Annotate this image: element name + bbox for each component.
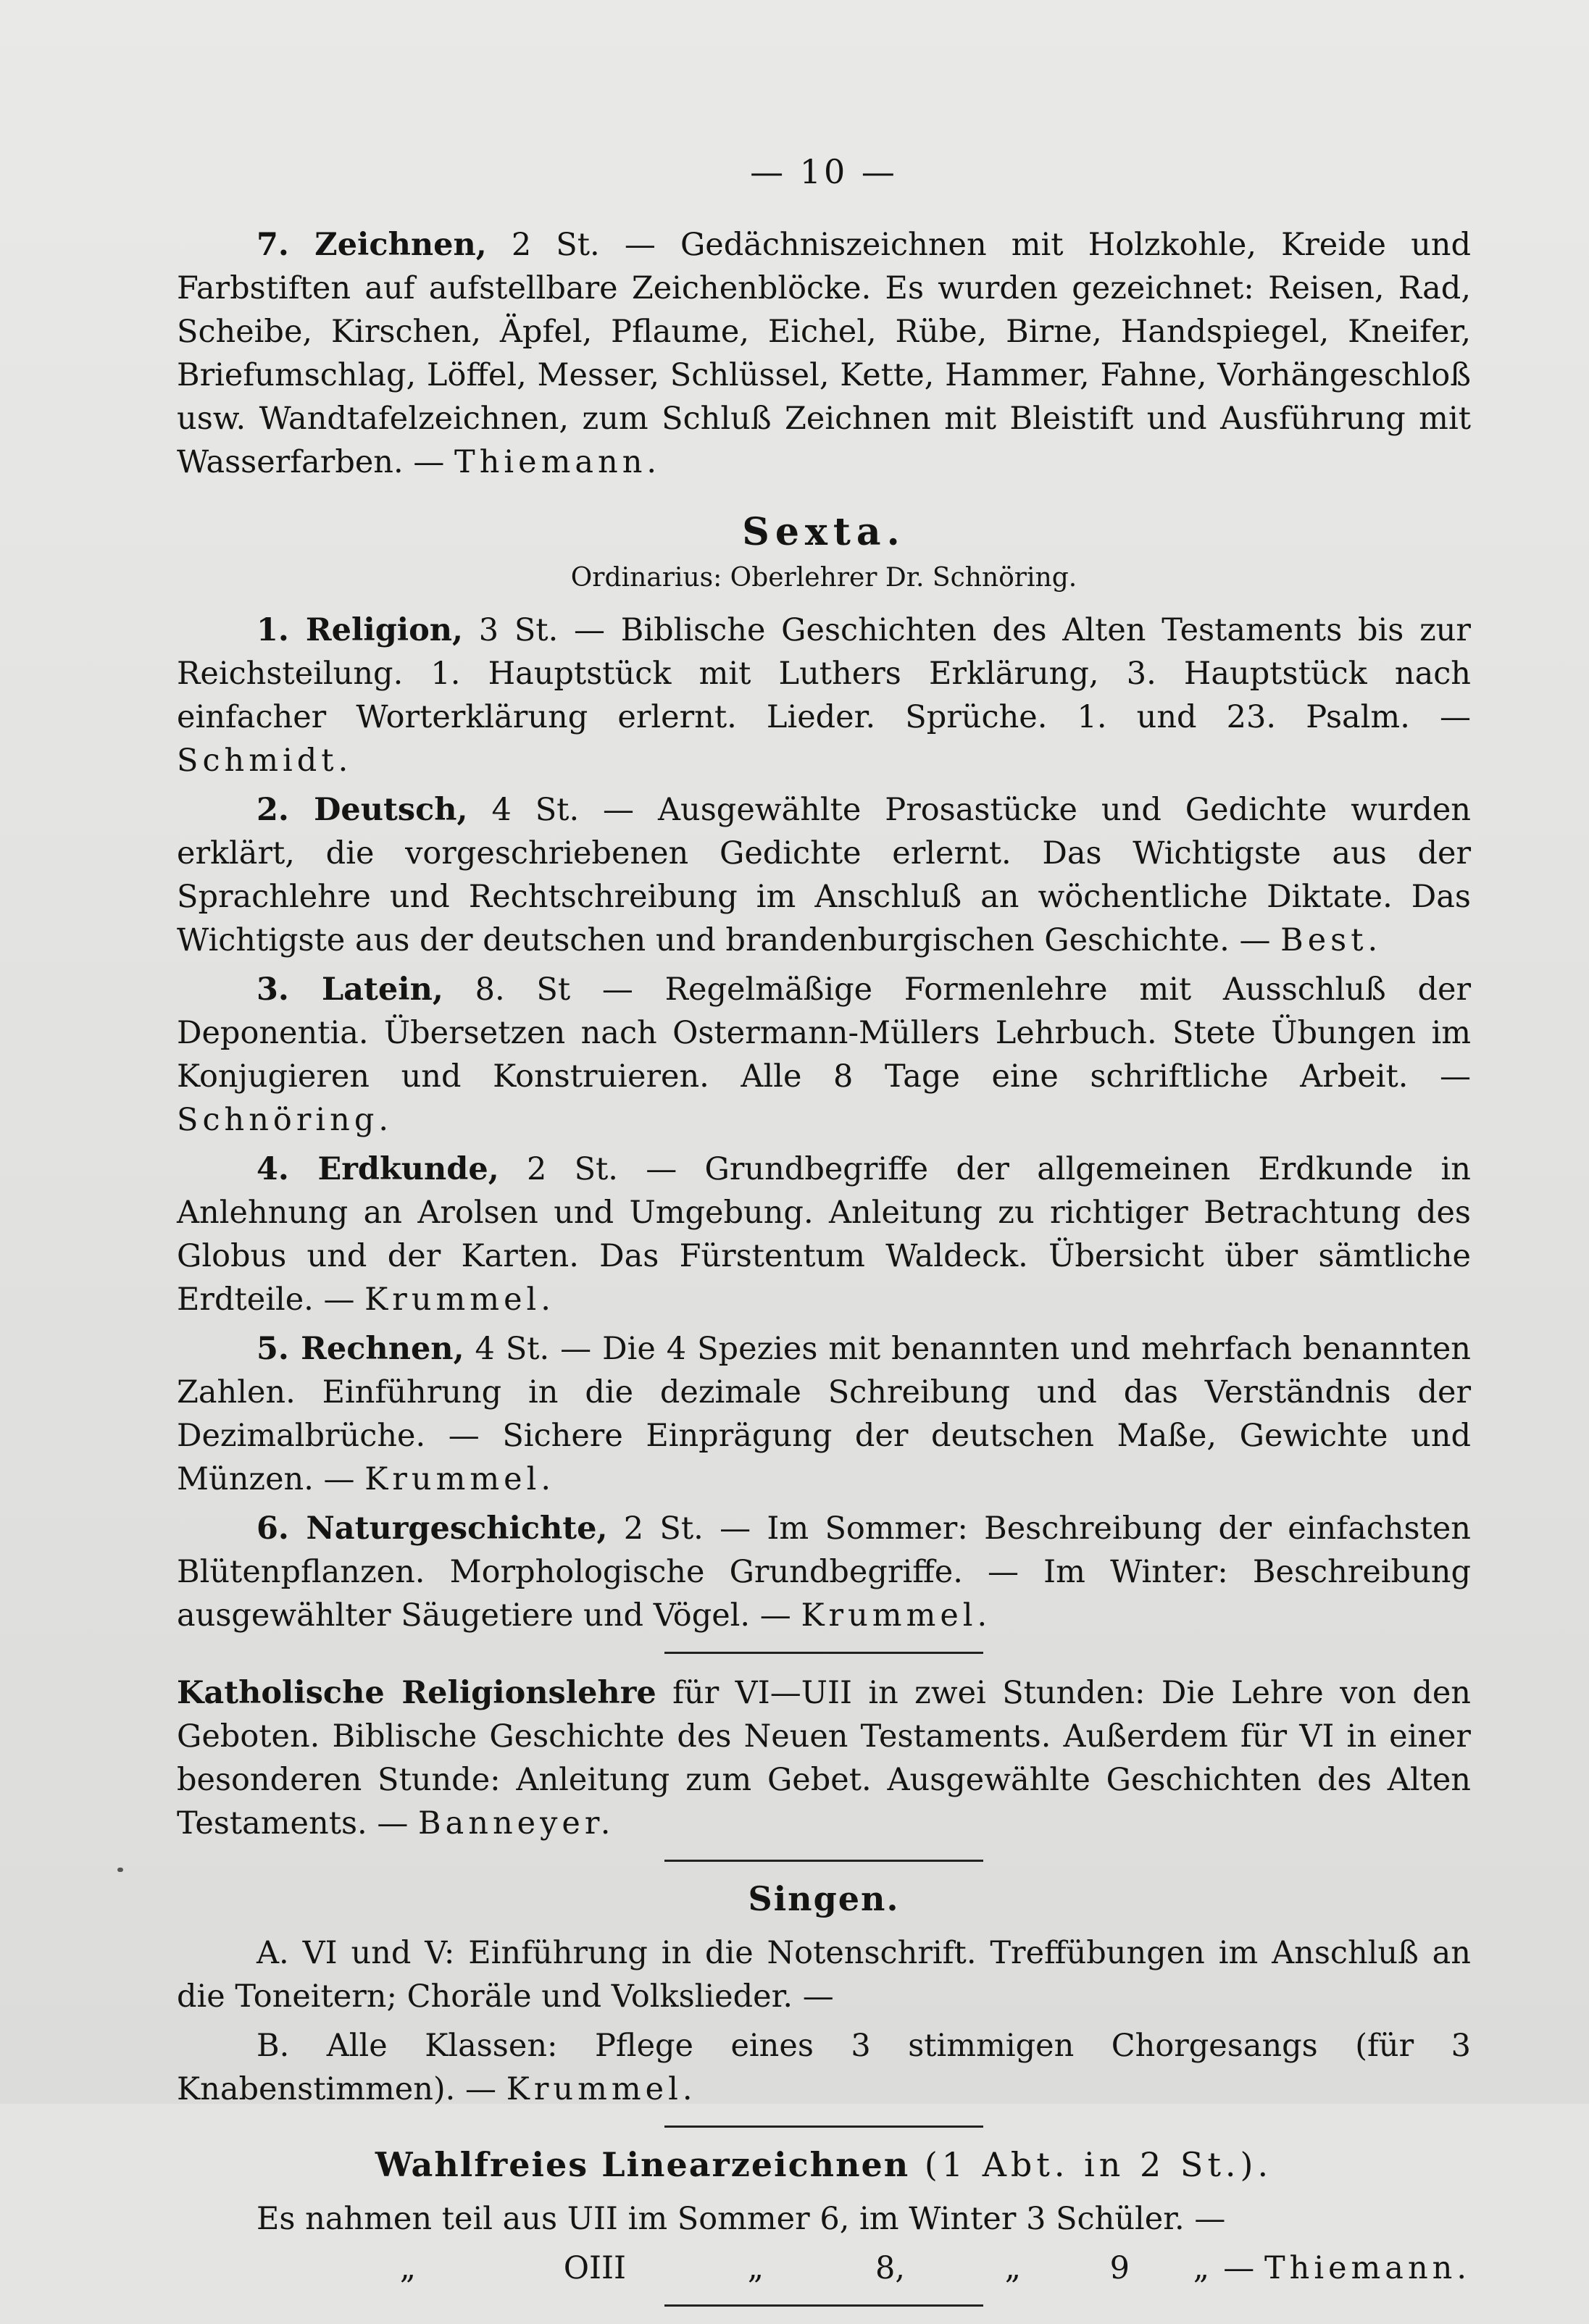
dash: — — [1223, 2250, 1264, 2286]
paragraph-rechnen — [177, 1327, 1471, 1501]
teacher-name: Krummel. — [364, 1461, 556, 1497]
paragraph-singen-a: A. VI und V: Einführung in die Notenschrift. Treffübungen im Anschluß an die Toneitern; Choräle und Volkslieder. — — [177, 1935, 1471, 2015]
count-value: 8, — [875, 2250, 905, 2286]
paragraph-text: 4 St. — Die 4 Spezies mit benannten und mehrfach benannten Zahlen. Einführung in die dezimale Schreibung und das Verständnis der Dezimalbrüche. — Sichere Einprägung der deutschen Maße, Gewichte und Münzen. — — [177, 1331, 1471, 1497]
section-title: Singen. — [748, 1879, 900, 1918]
paragraph-text: 2 St. — Gedächniszeichnen mit Holzkohle, Kreide und Farbstiften auf aufstellbare Zeichenblöcke. Es wurden gezeichnet: Reisen, Rad, Scheibe, Kirschen, Äpfel, Pflaume, Eichel, Rübe, Birne, Handspiegel, Kneifer, Briefumschlag, Löffel, Messer, Schlüssel, Kette, Hammer, Fahne, Vorhängeschloß usw. Wandtafelzeichnen, zum Schluß Zeichnen mit Bleistift und Ausführung mit Wasserfarben. — — [177, 227, 1471, 480]
subject-title: 4. Erdkunde, — [257, 1151, 499, 1187]
teacher-name: Krummel. — [506, 2071, 697, 2107]
divider-rule — [664, 2304, 983, 2307]
paragraph-linear-line1: Es nahmen teil aus UII im Sommer 6, im Winter 3 Schüler. — — [257, 2201, 1226, 2237]
subject-title: 1. Religion, — [257, 612, 464, 648]
ink-speck — [117, 1868, 123, 1872]
teacher-line — [1209, 2246, 1471, 2290]
paragraph-naturgeschichte — [177, 1507, 1471, 1637]
divider-rule — [664, 1652, 983, 1654]
ditto-mark: „ — [1004, 2250, 1021, 2286]
paragraph-latein — [177, 968, 1471, 1142]
ordinarius-line: Ordinarius: Oberlehrer Dr. Schnöring. — [570, 563, 1077, 593]
paragraph-text: 3 St. — Biblische Geschichten des Alten Testaments bis zur Reichsteilung. 1. Hauptstück mit Luthers Erklärung, 3. Hauptstück nach einfacher Worterklärung erlernt. Lieder. Sprüche. 1. und 23. Psalm. — — [177, 612, 1471, 735]
divider-rule — [664, 2126, 983, 2128]
paragraph-text: 2 St. — Im Sommer: Beschreibung der einfachsten Blütenpflanzen. Morphologische Grundbegriffe. — Im Winter: Beschreibung ausgewählter Säugetiere und Vögel. — — [177, 1510, 1472, 1634]
section-title-suffix: (1 Abt. in 2 St.). — [909, 2145, 1273, 2184]
teacher-name: Best. — [1280, 922, 1382, 958]
teacher-name: Krummel. — [364, 1282, 555, 1318]
section-heading-sexta: Sexta. — [742, 510, 906, 554]
divider-rule — [664, 1860, 983, 1862]
subject-title: 3. Latein, — [257, 971, 443, 1008]
section-heading-linearzeichnen — [177, 2145, 1471, 2184]
paragraph-text: 4 St. — Ausgewählte Prosastücke und Gedichte wurden erklärt, die vorgeschriebenen Gedichte erlernt. Das Wichtigste aus der Sprachlehre und Rechtschreibung im Anschluß an wöchentliche Diktate. Das Wichtigste aus der deutschen und brandenburgischen Geschichte. — — [177, 792, 1471, 958]
paragraph-deutsch — [177, 788, 1471, 962]
linear-row-2 — [177, 2246, 1471, 2290]
subject-title: Katholische Religionslehre — [177, 1675, 656, 1711]
paragraph-religion — [177, 609, 1471, 782]
subject-title: 7. Zeichnen, — [257, 227, 487, 263]
paragraph-text: für VI—UII in zwei Stunden: Die Lehre von den Geboten. Biblische Geschichte des Neuen Testaments. Außerdem für VI in einer besonderen Stunde: Anleitung zum Gebet. Ausgewählte Geschichten des Alten Testaments. — — [177, 1675, 1472, 1842]
section-heading-singen — [177, 1879, 1471, 1918]
page-content — [177, 152, 1471, 2324]
ditto-mark: „ — [399, 2250, 416, 2286]
teacher-name: Banneyer. — [418, 1805, 615, 1842]
ditto-mark: „ — [747, 2250, 764, 2286]
paragraph-katholisch — [177, 1671, 1471, 1845]
teacher-name: Schmidt. — [177, 743, 353, 779]
paragraph-text: 8. St — Regelmäßige Formenlehre mit Ausschluß der Deponentia. Übersetzen nach Ostermann-Müllers Lehrbuch. Stete Übungen im Konjugieren und Konstruieren. Alle 8 Tage eine schriftliche Arbeit. — — [177, 971, 1471, 1095]
page-number: — 10 — — [750, 152, 898, 191]
count-value: 9 — [1109, 2250, 1130, 2286]
class-value: OIII — [563, 2250, 626, 2286]
ditto-mark: „ — [1193, 2250, 1209, 2286]
paragraph-text: 2 St. — Grundbegriffe der allgemeinen Erdkunde in Anlehnung an Arolsen und Umgebung. Anleitung zu richtiger Betrachtung des Globus und der Karten. Das Fürstentum Waldeck. Übersicht über sämtliche Erdteile. — — [177, 1151, 1471, 1318]
teacher-name: Thiemann. — [1264, 2250, 1471, 2286]
teacher-name: Schnöring. — [177, 1102, 393, 1138]
paragraph-erdkunde — [177, 1148, 1471, 1321]
teacher-name: Thiemann. — [454, 444, 662, 480]
section-title: Wahlfreies Linearzeichnen — [375, 2145, 910, 2184]
subject-title: 5. Rechnen, — [257, 1331, 464, 1367]
paragraph-singen-b — [177, 2024, 1471, 2111]
subject-title: 6. Naturgeschichte, — [257, 1510, 608, 1547]
subject-title: 2. Deutsch, — [257, 792, 468, 828]
teacher-name: Krummel. — [801, 1597, 992, 1634]
paragraph-zeichnen — [177, 223, 1471, 484]
paragraph-text: B. Alle Klassen: Pflege eines 3 stimmigen Chorgesangs (für 3 Knabenstimmen). — — [177, 2028, 1471, 2107]
